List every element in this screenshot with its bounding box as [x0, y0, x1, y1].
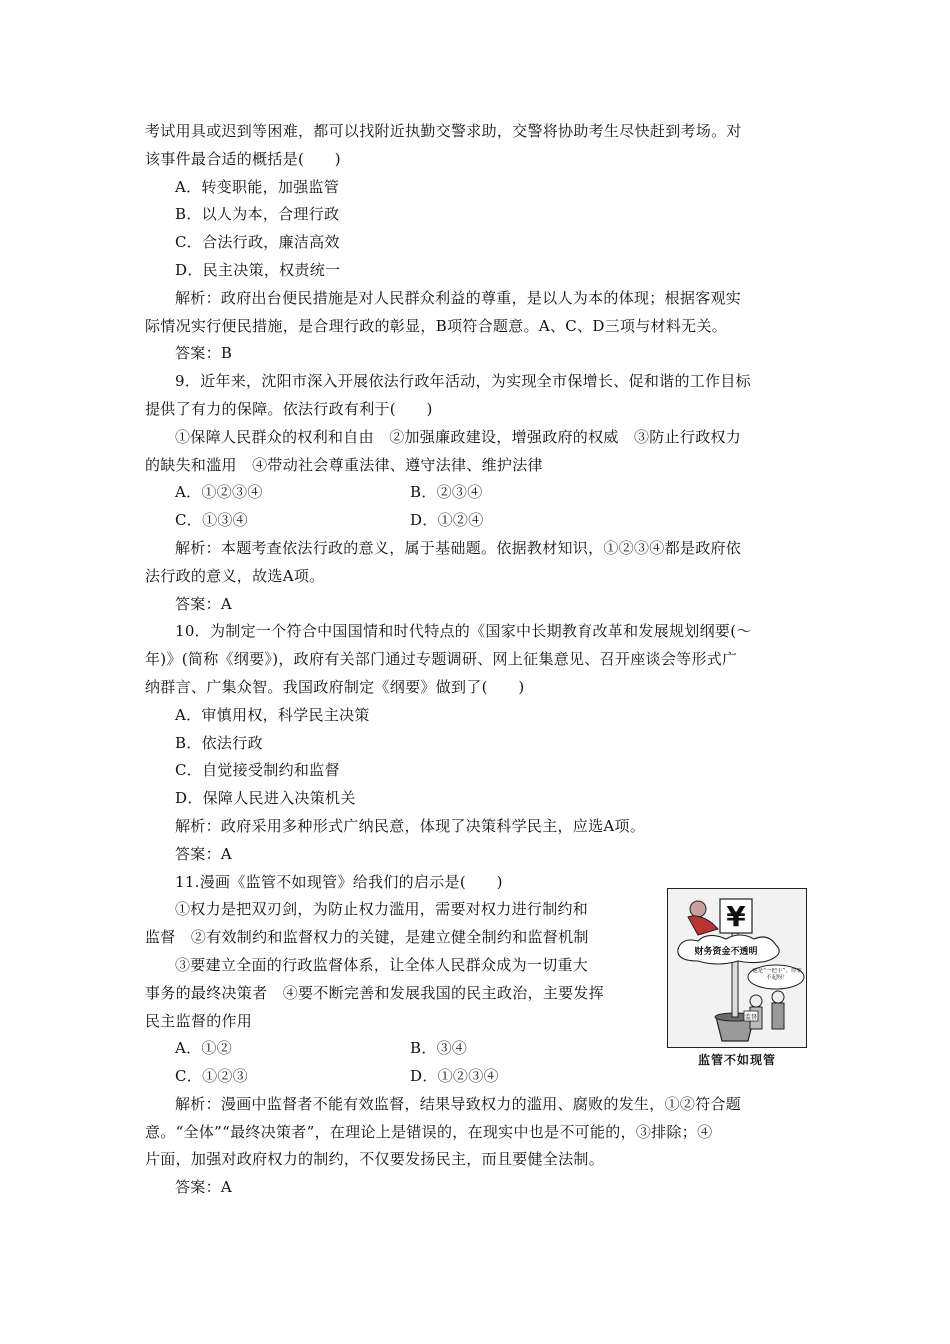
q9-items-line-1: ①保障人民群众的权利和自由 ②加强廉政建设，增强政府的权威 ③防止行政权力	[175, 427, 742, 446]
q11-analysis-line-1: 解析：漫画中监督者不能有效监督，结果导致权力的滥用、腐败的发生，①②符合题	[175, 1094, 742, 1113]
q8-option-b: B．以人为本，合理行政	[175, 205, 340, 224]
q9-analysis-line-2: 法行政的意义，故选A项。	[145, 566, 325, 585]
q11-analysis-line-3: 片面，加强对政府权力的制约，不仅要发扬民主，而且要健全法制。	[145, 1150, 605, 1169]
q11-items-line-3: ③要建立全面的行政监督体系，让全体人民群众成为一切重大	[175, 955, 589, 974]
q11-items-line-4: 事务的最终决策者 ④要不断完善和发展我国的民主政治，主要发挥	[145, 983, 605, 1002]
q9-option-a: A．①②③④	[175, 483, 263, 502]
q11-answer: 答案：A	[175, 1178, 233, 1197]
q9-stem-line-1: 9．近年来，沈阳市深入开展依法行政年活动，为实现全市保增长、促和谐的工作目标	[175, 372, 751, 391]
cartoon-illustration	[668, 889, 806, 1047]
q9-analysis-line-1: 解析：本题考查依法行政的意义，属于基础题。依据教材知识，①②③④都是政府依	[175, 538, 742, 557]
cartoon-badge-text: 监督	[744, 1014, 758, 1021]
q11-option-d: D．①②③④	[410, 1067, 499, 1086]
q8-answer: 答案：B	[175, 344, 233, 363]
document-page	[145, 118, 810, 1202]
cartoon-speech-bubble: 他是“一把手”，得罪不起呀！	[752, 968, 802, 981]
q9-options-row-1	[145, 479, 810, 507]
q11-items-line-5: 民主监督的作用	[145, 1011, 253, 1030]
q11-stem-line-1: 11.漫画《监管不如现管》给我们的启示是( )	[175, 872, 503, 891]
yuan-symbol: ¥	[726, 900, 746, 933]
q9-option-d: D．①②④	[410, 511, 484, 530]
q8-option-d: D．民主决策，权责统一	[175, 260, 341, 279]
q8-analysis-line-1: 解析：政府出台便民措施是对人民群众利益的尊重，是以人为本的体现；根据客观实	[175, 288, 742, 307]
cartoon-figure	[667, 888, 807, 1066]
cartoon-caption: 监管不如现管	[697, 1053, 776, 1067]
q10-stem-line-1: 10．为制定一个符合中国国情和时代特点的《国家中长期教育改革和发展规划纲要(～	[175, 622, 752, 641]
q9-items-line-2: 的缺失和滥用 ④带动社会尊重法律、遵守法律、维护法律	[145, 455, 543, 474]
q11-option-c: C．①②③	[175, 1067, 248, 1086]
q11-option-a: A．①②	[175, 1039, 233, 1058]
q11-items-line-1: ①权力是把双刃剑，为防止权力滥用，需要对权力进行制约和	[175, 900, 589, 919]
q8-stem-line-2: 该事件最合适的概括是( )	[145, 149, 341, 168]
q10-stem-line-3: 纳群言、广集众智。我国政府制定《纲要》做到了( )	[145, 677, 525, 696]
q8-option-c: C．合法行政，廉洁高效	[175, 233, 340, 252]
q10-analysis-line-1: 解析：政府采用多种形式广纳民意，体现了决策科学民主，应选A项。	[175, 816, 646, 835]
q8-stem-line-1: 考试用具或迟到等困难，都可以找附近执勤交警求助，交警将协助考生尽快赶到考场。对	[145, 122, 742, 140]
q11-option-b: B．③④	[410, 1039, 468, 1058]
q9-stem-line-2: 提供了有力的保障。依法行政有利于( )	[145, 399, 433, 418]
q9-answer: 答案：A	[175, 594, 233, 613]
q10-option-d: D．保障人民进入决策机关	[175, 789, 356, 808]
q11-items-line-2: 监督 ②有效制约和监督权力的关键，是建立健全制约和监督机制	[145, 928, 589, 947]
q8-analysis-line-2: 际情况实行便民措施，是合理行政的彰显，B项符合题意。A、C、D三项与材料无关。	[145, 316, 728, 335]
q10-answer: 答案：A	[175, 844, 233, 863]
cartoon-image	[667, 888, 807, 1048]
q10-option-c: C．自觉接受制约和监督	[175, 761, 340, 780]
cartoon-sign-text: 财务资金不透明	[694, 947, 758, 957]
q10-option-a: A．审慎用权，科学民主决策	[175, 705, 370, 724]
q9-option-c: C．①③④	[175, 511, 248, 530]
q10-stem-line-2: 年)》(简称《纲要》)，政府有关部门通过专题调研、网上征集意见、召开座谈会等形式广	[145, 650, 738, 669]
q9-options-row-2	[145, 507, 810, 535]
q11-analysis-line-2: 意。“全体”“最终决策者”，在理论上是错误的，在现实中也是不可能的，③排除；④	[145, 1122, 713, 1141]
q8-option-a: A．转变职能，加强监管	[175, 177, 340, 196]
q10-option-b: B．依法行政	[175, 733, 263, 752]
q9-option-b: B．②③④	[410, 483, 483, 502]
